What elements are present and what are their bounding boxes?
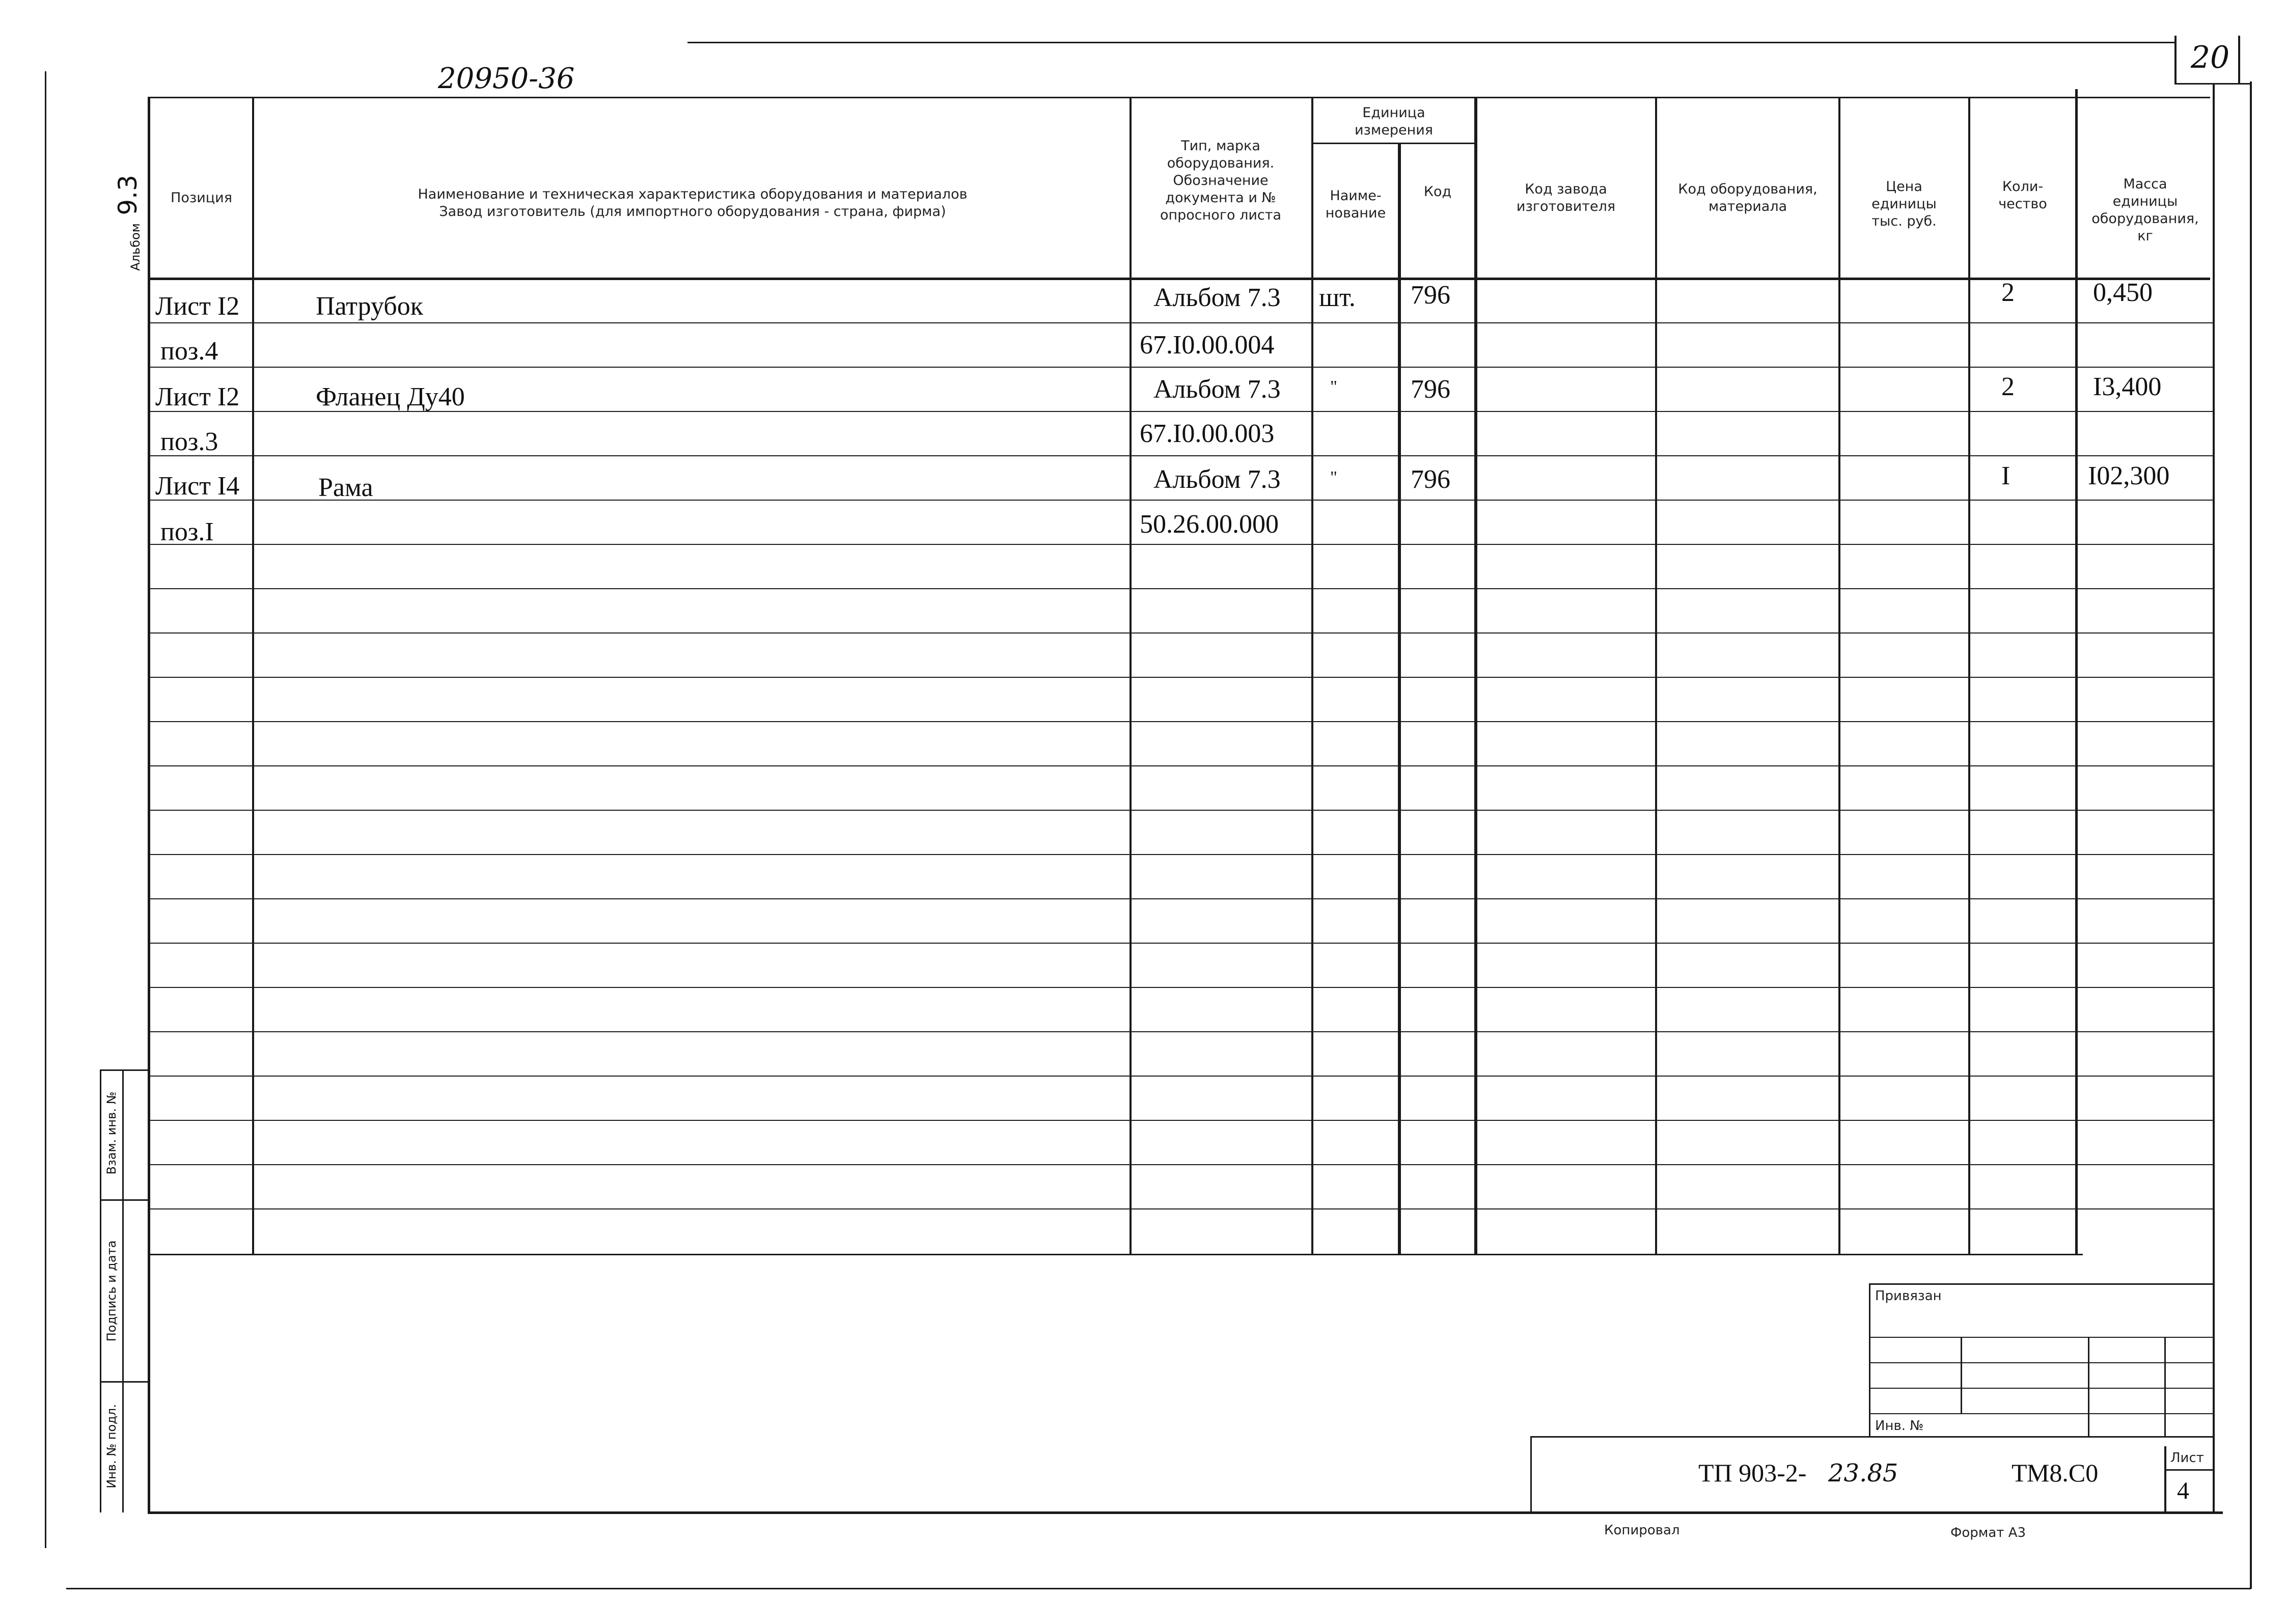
code-block-top (1530, 1436, 2213, 1438)
unit-group-underline (1311, 143, 1475, 144)
table-left-line (148, 97, 150, 1512)
row-line-17 (150, 1031, 2213, 1032)
row-line-15 (150, 943, 2213, 944)
row-line-12 (150, 810, 2213, 811)
row-0-type: Альбом 7.3 (1153, 283, 1281, 312)
row-line-16 (150, 987, 2213, 988)
row-4-type: Альбом 7.3 (1153, 465, 1281, 494)
row-3-position: поз.3 (160, 427, 218, 456)
binding-col-1 (1961, 1337, 1962, 1413)
album-label: Альбом (128, 223, 143, 271)
col-sep-8 (1968, 97, 1970, 1254)
row-1-type: 67.I0.00.004 (1140, 331, 1275, 360)
stamp-sep-2 (100, 1381, 149, 1383)
page-number-box-right (2238, 36, 2240, 84)
col-sep-9 (2075, 89, 2078, 1254)
row-line-19 (150, 1120, 2213, 1121)
table-bottom-line (148, 1254, 2083, 1255)
row-line-4 (150, 455, 2213, 456)
col-sep-1 (252, 97, 254, 1254)
row-4-name: Рама (318, 473, 373, 502)
right-outer-line (2250, 81, 2252, 1589)
stamp-inv-orig: Инв. № подл. (104, 1404, 119, 1489)
row-line-5 (150, 500, 2213, 501)
row-line-1 (150, 322, 2213, 323)
row-line-7 (150, 588, 2213, 589)
stamp-sep-1 (100, 1199, 149, 1201)
header-name: Наименование и техническая характеристика оборудования и материалов Завод изготовитель (для импортного оборудования - страна, фирма) (418, 186, 968, 219)
header-unit-name: Наиме- нование (1325, 188, 1386, 221)
row-0-mass: 0,450 (2093, 278, 2153, 307)
bottom-outer-line (66, 1588, 2251, 1589)
row-0-quantity: 2 (2001, 278, 2015, 307)
row-line-6 (150, 544, 2213, 545)
col-sep-4 (1398, 143, 1401, 1254)
row-2-code: 796 (1411, 375, 1450, 404)
col-sep-3 (1311, 97, 1313, 1254)
row-4-code: 796 (1411, 465, 1450, 494)
sheet-box-left (2164, 1446, 2166, 1512)
header-price: Цена единицы тыс. руб. (1871, 179, 1937, 229)
sheet-box-sep (2164, 1469, 2213, 1471)
code-block-left (1530, 1436, 1532, 1512)
col-sep-7 (1838, 97, 1840, 1254)
section-code: ТМ8.С0 (2012, 1458, 2099, 1487)
row-line-18 (150, 1076, 2213, 1077)
top-border (687, 42, 2174, 43)
header-quantity: Коли- чество (1998, 179, 2047, 212)
header-equipment-code: Код оборудования, материала (1678, 181, 1817, 214)
row-0-unit: шт. (1319, 283, 1356, 312)
header-mass: Масса единицы оборудования, кг (2091, 176, 2199, 244)
row-0-name: Патрубок (316, 292, 423, 321)
row-line-11 (150, 765, 2213, 766)
binding-row-4 (1869, 1413, 2213, 1414)
row-2-position: Лист I2 (155, 382, 240, 411)
col-sep-6 (1655, 97, 1657, 1254)
stamp-mid-line (122, 1069, 124, 1512)
row-2-quantity: 2 (2001, 372, 2015, 401)
row-line-9 (150, 677, 2213, 678)
row-0-position: Лист I2 (155, 292, 240, 321)
stamp-left-line (100, 1069, 101, 1512)
frame-right-line (2213, 84, 2215, 1512)
row-line-13 (150, 854, 2213, 855)
binding-row-2 (1869, 1362, 2213, 1363)
left-margin-line (45, 71, 46, 1548)
row-4-quantity: I (2001, 461, 2010, 490)
binding-row-1 (1869, 1337, 2213, 1338)
sheet-label: Лист (2170, 1450, 2204, 1466)
header-position: Позиция (171, 190, 232, 206)
doc-number-handwritten: 20950-36 (438, 62, 575, 95)
doc-code-handwritten: 23.85 (1828, 1459, 1898, 1488)
sheet-value: 4 (2177, 1477, 2189, 1504)
row-4-unit: " (1330, 468, 1337, 487)
footer-copied: Копировал (1604, 1523, 1680, 1538)
binding-col-3 (2164, 1337, 2166, 1436)
binding-top (1869, 1283, 2213, 1285)
footer-format: Формат А3 (1950, 1525, 2026, 1540)
row-line-14 (150, 898, 2213, 899)
row-line-2 (150, 367, 2213, 368)
binding-row-3 (1869, 1388, 2213, 1389)
header-unit-group: Единица измерения (1354, 105, 1434, 138)
stamp-top-line (100, 1069, 149, 1071)
stamp-replace-inv: Взам. инв. № (104, 1091, 119, 1175)
row-3-type: 67.I0.00.003 (1140, 419, 1275, 448)
row-2-unit: " (1330, 377, 1337, 396)
album-number: 9.3 (113, 175, 143, 215)
binding-label: Привязан (1875, 1288, 1942, 1304)
binding-col-2 (2088, 1337, 2089, 1436)
row-line-20 (150, 1164, 2213, 1165)
stamp-sign-date: Подпись и дата (104, 1240, 119, 1342)
header-type: Тип, марка оборудования. Обозначение документа и № опросного листа (1160, 138, 1282, 223)
page-number-box-left (2174, 36, 2177, 84)
row-4-mass: I02,300 (2088, 461, 2170, 490)
row-5-position: поз.I (160, 517, 214, 546)
frame-bottom-line (148, 1511, 2223, 1514)
inv-no-label: Инв. № (1875, 1418, 1924, 1434)
row-4-position: Лист I4 (155, 472, 240, 501)
row-2-mass: I3,400 (2093, 372, 2162, 401)
row-0-code: 796 (1411, 281, 1450, 310)
header-factory-code: Код завода изготовителя (1516, 181, 1616, 214)
col-sep-2 (1130, 97, 1132, 1254)
row-2-name: Фланец Ду40 (316, 382, 465, 411)
page-number: 20 (2190, 40, 2230, 75)
doc-code: ТП 903-2- (1698, 1458, 1807, 1487)
table-top-line (148, 97, 2210, 98)
row-line-21 (150, 1208, 2213, 1209)
row-line-8 (150, 632, 2213, 634)
row-2-type: Альбом 7.3 (1153, 375, 1281, 404)
row-1-position: поз.4 (160, 337, 218, 366)
col-sep-5 (1474, 97, 1477, 1254)
header-unit-code: Код (1423, 184, 1452, 200)
row-line-10 (150, 721, 2213, 722)
header-bottom-line (148, 278, 2210, 280)
row-5-type: 50.26.00.000 (1140, 510, 1279, 539)
